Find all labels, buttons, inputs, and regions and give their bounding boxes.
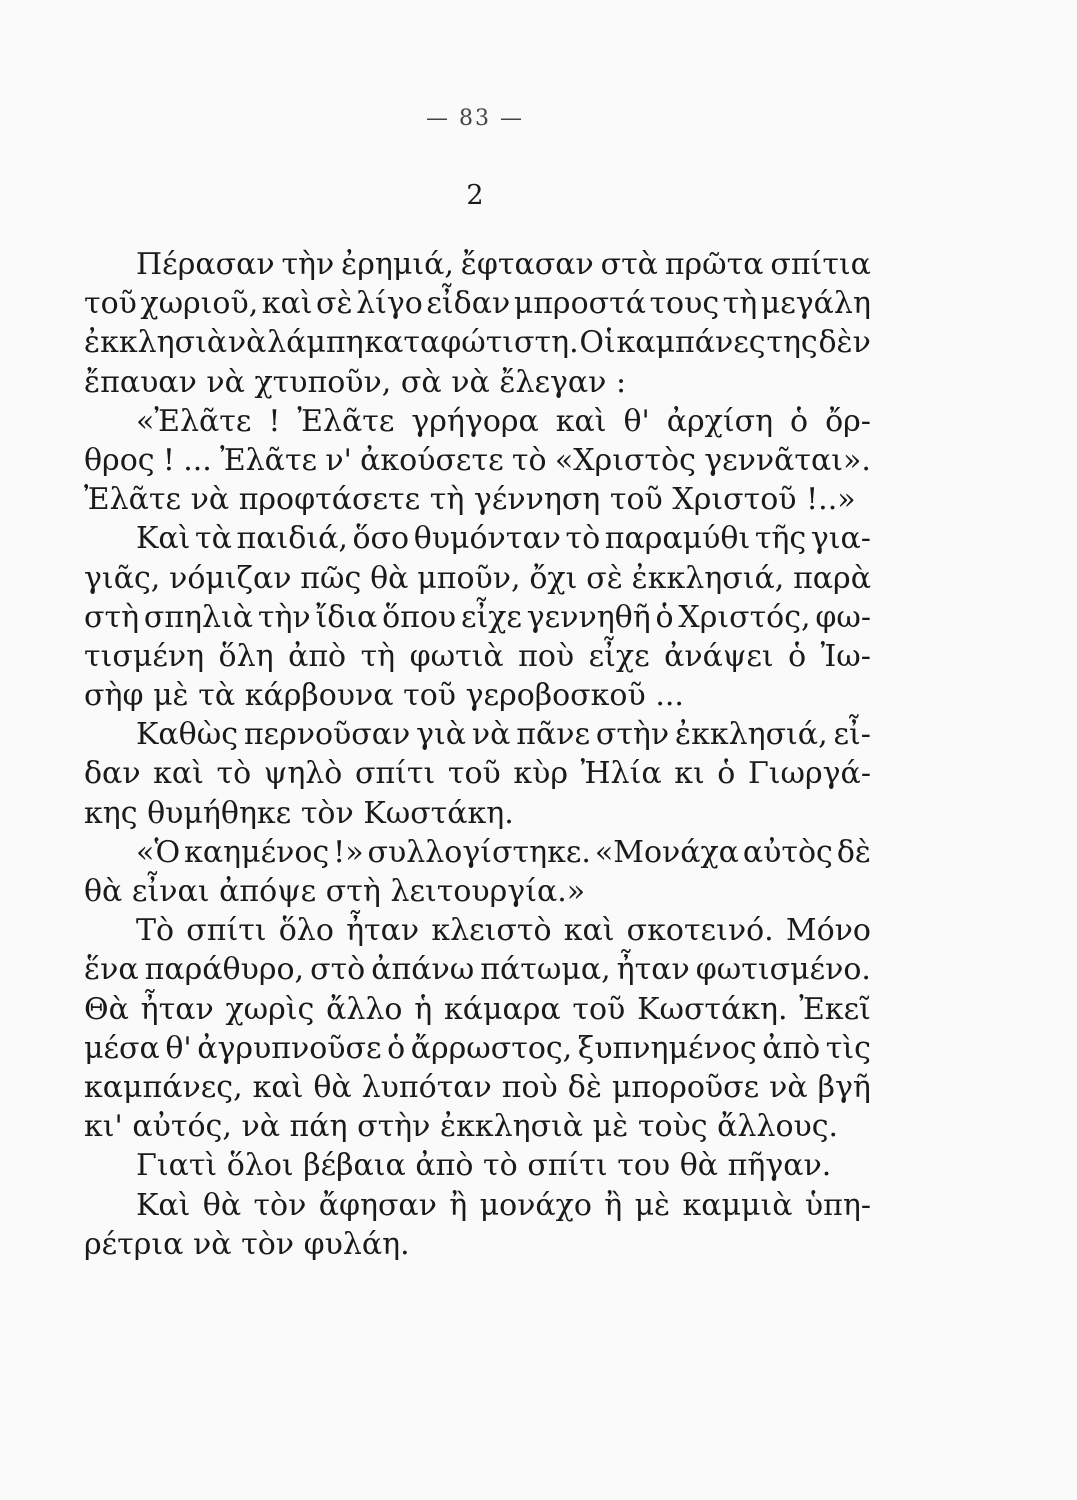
text-line: Καὶ θὰ τὸν ἄφησαν ἢ μονάχο ἢ μὲ καμμιὰ ὑπη- <box>136 1187 871 1223</box>
text-line: θρος ! ... Ἐλᾶτε ν' ἀκούσετε τὸ «Χριστὸς γεννᾶται». <box>84 442 871 478</box>
text-line: ἕνα παράθυρο, στὸ ἀπάνω πάτωμα, ἦταν φωτισμένο. <box>84 952 871 988</box>
text-line: κι' αὐτός, νὰ πάη στὴν ἐκκλησιὰ μὲ τοὺς ἄλλους. <box>84 1109 839 1145</box>
text-line: Καὶ τὰ παιδιά, ὅσο θυμόνταν τὸ παραμύθι τῆς για- <box>136 521 871 557</box>
text-line: καμπάνες, καὶ θὰ λυπόταν ποὺ δὲ μποροῦσε νὰ βγῆ <box>84 1069 871 1105</box>
text-line: ἔπαυαν νὰ χτυποῦν, σὰ νὰ ἔλεγαν : <box>84 364 627 400</box>
text-line: γιᾶς, νόμιζαν πῶς θὰ μποῦν, ὄχι σὲ ἐκκλησιά, παρὰ <box>84 560 871 596</box>
text-line: τοῦ χωριοῦ, καὶ σὲ λίγο εἶδαν μπροστά τους τὴ μεγάλη <box>84 286 871 322</box>
text-line: Ἐλᾶτε νὰ προφτάσετε τὴ γέννηση τοῦ Χριστοῦ !..» <box>84 482 856 518</box>
text-line: ἐκκλησιὰ νὰ λάμπη καταφώτιστη. Οἱ καμπάνες της δὲν <box>84 325 871 361</box>
text-line: ρέτρια νὰ τὸν φυλάη. <box>84 1226 410 1262</box>
body-text <box>84 245 871 1264</box>
text-line: Γιατὶ ὅλοι βέβαια ἀπὸ τὸ σπίτι του θὰ πῆγαν. <box>136 1148 832 1184</box>
text-line: κης θυμήθηκε τὸν Κωστάκη. <box>84 795 514 831</box>
text-line: Θὰ ἦταν χωρὶς ἄλλο ἡ κάμαρα τοῦ Κωστάκη. Ἐκεῖ <box>84 991 871 1027</box>
text-line: μέσα θ' ἀγρυπνοῦσε ὁ ἄρρωστος, ξυπνημένος ἀπὸ τὶς <box>84 1030 871 1066</box>
page-number: — 83 — <box>426 106 524 131</box>
text-line: θὰ εἶναι ἀπόψε στὴ λειτουργία.» <box>84 874 586 909</box>
text-line: «Ἐλᾶτε ! Ἐλᾶτε γρήγορα καὶ θ' ἀρχίση ὁ ὄρ- <box>136 403 871 439</box>
text-line: στὴ σπηλιὰ τὴν ἴδια ὅπου εἶχε γεννηθῆ ὁ Χριστός, φω- <box>84 599 871 635</box>
text-line: Τὸ σπίτι ὅλο ἦταν κλειστὸ καὶ σκοτεινό. Μόνο <box>136 913 871 949</box>
section-number: 2 <box>466 180 484 211</box>
text-line: Καθὼς περνοῦσαν γιὰ νὰ πᾶνε στὴν ἐκκλησιά, εἶ- <box>136 717 871 753</box>
text-line: δαν καὶ τὸ ψηλὸ σπίτι τοῦ κὺρ Ἠλία κι ὁ Γιωργά- <box>84 756 871 792</box>
text-line: «Ὁ καημένος !» συλλογίστηκε. «Μονάχα αὐτὸς δὲ <box>136 834 871 870</box>
text-line: σὴφ μὲ τὰ κάρβουνα τοῦ γεροβοσκοῦ ... <box>84 678 684 714</box>
text-line: Πέρασαν τὴν ἐρημιά, ἔφτασαν στὰ πρῶτα σπίτια <box>136 247 871 282</box>
text-line: τισμένη ὅλη ἀπὸ τὴ φωτιὰ ποὺ εἶχε ἀνάψει ὁ Ἰω- <box>84 638 871 674</box>
